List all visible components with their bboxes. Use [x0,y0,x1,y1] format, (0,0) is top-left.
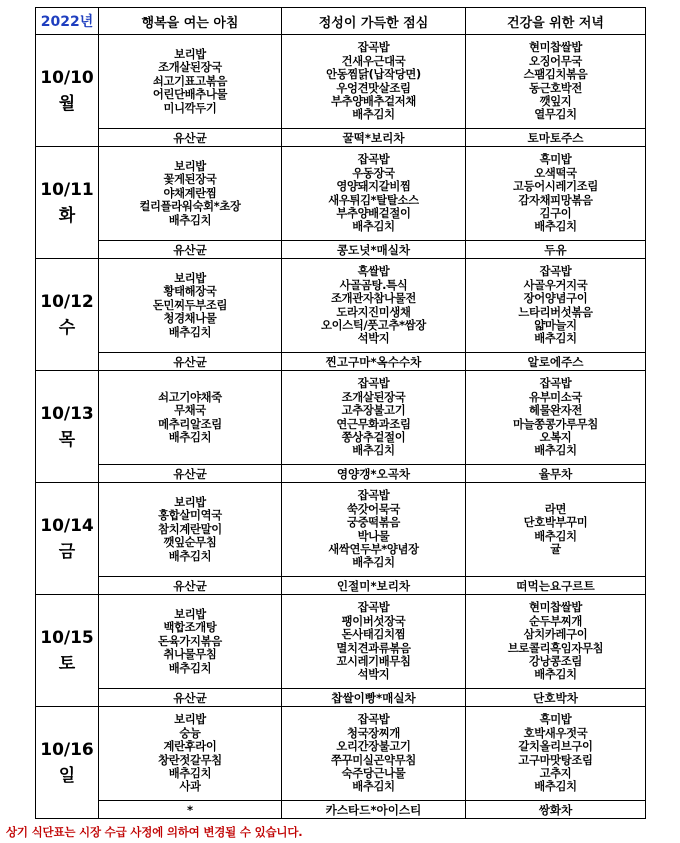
breakfast-dish: 보리밥 [174,495,206,509]
lunch-dish: 잡곡밥 [357,41,390,55]
breakfast-dish: 배추김치 [168,325,212,339]
snack-row [36,353,646,371]
lunch-snack-cell: 찐고구마*옥수수차 [282,353,466,371]
lunch-menu-cell [282,259,466,353]
lunch-dish: 흑쌀밥 [357,265,390,279]
breakfast-dish: 무채국 [174,404,206,418]
lunch-dish: 배추김치 [352,444,395,458]
lunch-dish: 오리간장불고기 [336,740,411,754]
breakfast-dish: 컬리플라워숙회*초장 [139,200,241,214]
lunch-dish: 잡곡밥 [357,489,390,503]
dinner-snack-cell: 쌍화차 [466,801,646,819]
day-weekday: 화 [58,205,76,226]
breakfast-dish: 메추리알조림 [158,417,222,431]
dinner-dish: 열무김치 [534,108,577,122]
breakfast-dish: 쇠고기야채죽 [158,390,222,404]
day-weekday: 토 [58,653,76,674]
breakfast-dish: 돈육가지볶음 [158,634,222,648]
breakfast-menu-cell [99,147,282,241]
dinner-snack-cell: 떠먹는요구르트 [466,577,646,595]
breakfast-dish: 배추김치 [168,766,212,780]
dinner-dish: 귤 [550,542,561,556]
breakfast-dish: 배추김치 [168,661,212,675]
breakfast-dish: 보리밥 [174,47,206,61]
dinner-dish: 고구마맛탕조림 [518,753,593,767]
header-row [36,8,646,35]
breakfast-dish: 보리밥 [174,159,206,173]
breakfast-dish: 황태해장국 [163,285,217,299]
dinner-dish: 순두부찌개 [528,614,583,628]
dinner-dish: 브로콜리흑임자무침 [507,641,604,655]
lunch-menu-cell [282,147,466,241]
breakfast-header: 행복을 여는 아침 [99,8,282,35]
dinner-dish: 배추김치 [534,444,577,458]
dinner-dish: 배추김치 [534,780,577,794]
lunch-dish: 잡곡밥 [357,153,390,167]
dinner-dish: 단호박부꾸미 [523,516,588,530]
dinner-dish: 동근호박전 [528,81,583,95]
dinner-dish: 스팸김치볶음 [523,68,588,82]
breakfast-dish: 창란젓갈무침 [158,753,222,767]
breakfast-dish: 조개살된장국 [158,61,222,75]
lunch-dish: 새싹연두부*양념장 [328,542,419,556]
lunch-snack-cell: 꿀떡*보리차 [282,129,466,147]
lunch-dish: 사골곰탕.특식 [339,278,408,292]
breakfast-snack-cell: 유산균 [99,129,282,147]
lunch-snack-cell: 영양갱*오곡차 [282,465,466,483]
breakfast-snack-cell: 유산균 [99,465,282,483]
dinner-dish: 잡곡밥 [539,265,572,279]
lunch-dish: 연근무화과조림 [336,417,411,431]
lunch-menu-cell [282,371,466,465]
lunch-dish: 부추양배겉절이 [336,206,411,220]
day-cell [36,35,99,147]
lunch-menu-cell [282,35,466,129]
breakfast-dish: 보리밥 [174,271,206,285]
breakfast-dish: 깻잎순무침 [163,536,217,550]
dinner-dish: 흑미밥 [539,713,572,727]
breakfast-snack-cell: 유산균 [99,241,282,259]
day-date: 10/13 [40,403,94,424]
dinner-menu-cell [466,595,646,689]
lunch-dish: 쑥갓어묵국 [346,502,401,516]
day-date: 10/11 [40,179,94,200]
lunch-dish: 꼬시레기배무침 [336,654,411,668]
breakfast-snack-cell: 유산균 [99,577,282,595]
snack-row [36,689,646,707]
lunch-dish: 오이스틱/풋고추*쌈장 [321,318,426,332]
dinner-dish: 느타리버섯볶음 [518,305,593,319]
dinner-dish: 오색떡국 [534,166,577,180]
dinner-dish: 배추김치 [534,668,577,682]
lunch-dish: 쭈꾸미실곤약무침 [331,753,416,767]
breakfast-dish: 미니깍두기 [163,101,217,115]
lunch-dish: 건새우근대국 [341,54,406,68]
snack-row [36,577,646,595]
lunch-dish: 부추양배추겉저채 [331,94,416,108]
lunch-menu-cell [282,595,466,689]
dinner-snack-cell: 토마토주스 [466,129,646,147]
breakfast-dish: 보리밥 [174,713,206,727]
lunch-dish: 잡곡밥 [357,601,390,615]
dinner-dish: 깻잎지 [539,94,572,108]
lunch-dish: 배추김치 [352,108,395,122]
dinner-dish: 감자채피망볶음 [518,193,593,207]
change-notice: 상기 식단표는 시장 수급 사정에 의하여 변경될 수 있습니다. [6,825,303,839]
day-cell [36,595,99,707]
lunch-dish: 청국장찌개 [346,726,401,740]
lunch-dish: 배추김치 [352,780,395,794]
snack-row [36,465,646,483]
dinner-menu-cell [466,371,646,465]
dinner-dish: 유부미소국 [528,390,583,404]
snack-row [36,241,646,259]
lunch-dish: 배추김치 [352,220,395,234]
dinner-dish: 오징어무국 [528,54,583,68]
lunch-snack-cell: 카스타드*아이스티 [282,801,466,819]
day-row [36,35,646,129]
dinner-menu-cell [466,483,646,577]
lunch-dish: 안동찜닭(납작당면) [326,68,421,82]
dinner-dish: 고추지 [539,766,572,780]
breakfast-menu-cell [99,483,282,577]
lunch-header: 정성이 가득한 점심 [282,8,466,35]
lunch-dish: 고추장불고기 [341,404,406,418]
dinner-dish: 마늘쫑콩가루무침 [513,417,598,431]
day-weekday: 일 [58,765,76,786]
breakfast-dish: 숭늉 [179,726,201,740]
dinner-dish: 배추김치 [534,529,577,543]
breakfast-snack-cell: * [99,801,282,819]
lunch-dish: 우엉견맛살조림 [336,81,411,95]
dinner-menu-cell [466,147,646,241]
lunch-dish: 잡곡밥 [357,713,390,727]
breakfast-dish: 참치계란말이 [158,522,222,536]
lunch-dish: 궁중떡볶음 [346,516,401,530]
breakfast-dish: 홍합살미역국 [158,509,222,523]
breakfast-dish: 야채계란찜 [163,186,217,200]
dinner-snack-cell: 두유 [466,241,646,259]
day-weekday: 금 [58,541,76,562]
dinner-dish: 삼치카레구이 [523,628,588,642]
lunch-dish: 잡곡밥 [357,377,390,391]
breakfast-dish: 백합조개탕 [163,621,217,635]
lunch-dish: 조개관자참나물전 [331,292,416,306]
breakfast-snack-cell: 유산균 [99,689,282,707]
lunch-dish: 숙주당근나물 [341,766,406,780]
dinner-snack-cell: 율무차 [466,465,646,483]
breakfast-menu-cell [99,595,282,689]
dinner-dish: 고등어시레기조림 [513,180,598,194]
lunch-dish: 도라지진미생채 [336,305,411,319]
lunch-dish: 조개살된장국 [341,390,406,404]
snack-row [36,129,646,147]
lunch-snack-cell: 콩도넛*매실차 [282,241,466,259]
day-weekday: 수 [58,317,76,338]
dinner-dish: 강낭콩조림 [528,654,583,668]
breakfast-dish: 사과 [179,780,201,794]
day-weekday: 목 [58,429,76,450]
breakfast-dish: 청경채나물 [163,312,217,326]
lunch-dish: 쫑상추겉절이 [341,430,406,444]
dinner-menu-cell [466,35,646,129]
day-date: 10/15 [40,627,94,648]
lunch-dish: 팽이버섯장국 [341,614,406,628]
breakfast-dish: 배추김치 [168,213,212,227]
dinner-dish: 현미찹쌀밥 [528,41,583,55]
lunch-snack-cell: 찹쌀이빵*매실차 [282,689,466,707]
dinner-dish: 갈치올리브구이 [518,740,593,754]
day-date: 10/16 [40,739,94,760]
dinner-dish: 호박새우젓국 [523,726,588,740]
day-date: 10/14 [40,515,94,536]
breakfast-dish: 배추김치 [168,549,212,563]
breakfast-dish: 꽃게된장국 [163,173,217,187]
day-cell [36,371,99,483]
dinner-menu-cell [466,707,646,801]
day-cell [36,707,99,819]
day-row [36,483,646,577]
dinner-dish: 김구이 [539,206,572,220]
day-row [36,371,646,465]
dinner-dish: 배추김치 [534,332,577,346]
dinner-dish: 사골우거지국 [523,278,588,292]
lunch-dish: 돈사태김치찜 [341,628,406,642]
day-row [36,147,646,241]
lunch-snack-cell: 인절미*보리차 [282,577,466,595]
breakfast-dish: 돈민찌두부조림 [152,298,228,312]
day-row [36,707,646,801]
lunch-dish: 우동장국 [352,166,395,180]
day-weekday: 월 [58,93,76,114]
day-date: 10/12 [40,291,94,312]
breakfast-dish: 취나물무침 [163,648,217,662]
breakfast-menu-cell [99,707,282,801]
lunch-dish: 석박지 [357,668,390,682]
dinner-dish: 장어양념구이 [523,292,588,306]
dinner-dish: 오복지 [539,430,572,444]
day-cell [36,483,99,595]
lunch-menu-cell [282,707,466,801]
dinner-dish: 흑미밥 [539,153,572,167]
breakfast-dish: 어린단배추나물 [152,88,228,102]
lunch-dish: 배추김치 [352,556,395,570]
menu-body [36,35,646,819]
breakfast-dish: 보리밥 [174,607,206,621]
lunch-dish: 영양돼지갈비찜 [336,180,411,194]
day-cell [36,147,99,259]
dinner-dish: 현미찹쌀밥 [528,601,583,615]
lunch-dish: 새우튀김*탈탈소스 [328,193,419,207]
lunch-menu-cell [282,483,466,577]
breakfast-menu-cell [99,35,282,129]
day-cell [36,259,99,371]
day-row [36,595,646,689]
dinner-dish: 라면 [544,502,567,516]
day-row [36,259,646,353]
lunch-dish: 박나물 [357,529,390,543]
dinner-snack-cell: 알로에주스 [466,353,646,371]
day-date: 10/10 [40,67,94,88]
breakfast-dish: 배추김치 [168,430,212,444]
breakfast-menu-cell [99,371,282,465]
dinner-snack-cell: 단호박차 [466,689,646,707]
meal-plan-table [35,7,646,819]
lunch-dish: 석박지 [357,332,390,346]
dinner-dish: 얇마늘지 [534,318,577,332]
breakfast-dish: 계란후라이 [163,740,217,754]
lunch-dish: 멸치견과류볶음 [336,641,411,655]
breakfast-snack-cell: 유산균 [99,353,282,371]
year-header: 2022년 [36,8,99,35]
dinner-menu-cell [466,259,646,353]
dinner-dish: 헤물완자전 [528,404,583,418]
snack-row [36,801,646,819]
dinner-dish: 배추김치 [534,220,577,234]
breakfast-dish: 쇠고기표고볶음 [152,74,228,88]
dinner-dish: 잡곡밥 [539,377,572,391]
breakfast-menu-cell [99,259,282,353]
dinner-header: 건강을 위한 저녁 [466,8,646,35]
